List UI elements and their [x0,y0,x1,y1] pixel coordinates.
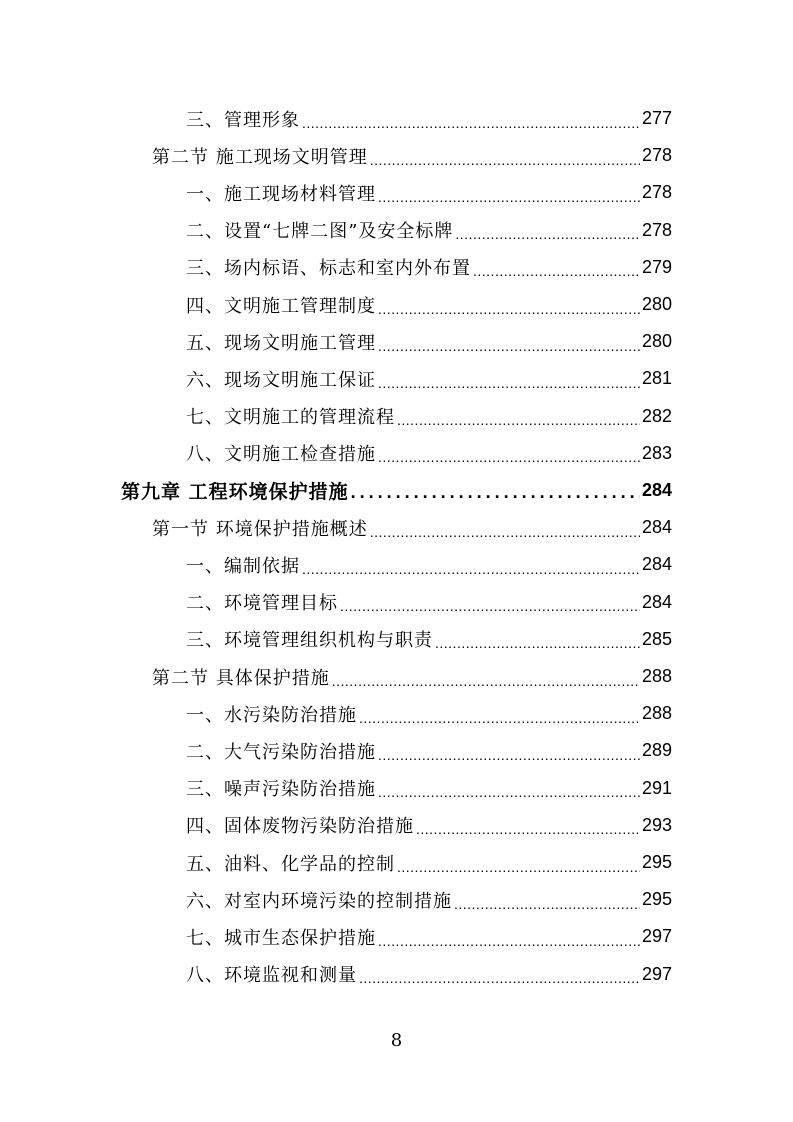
toc-entry-page: 288 [641,666,672,686]
toc-leader-dots [397,859,640,875]
toc-entry-label: 六、对室内环境污染的控制措施 [186,890,452,912]
toc-item-entry[interactable] [186,621,672,658]
toc-leader-dots [370,524,640,540]
toc-section-entry[interactable] [152,658,672,695]
toc-entry-label: 二、大气污染防治措施 [186,741,376,763]
toc-entry-label: 第九章 工程环境保护措施 [121,481,349,503]
toc-item-entry[interactable] [186,323,672,360]
toc-leader-dots [473,263,640,279]
toc-leader-dots [378,784,640,800]
toc-entry-page: 278 [641,182,672,203]
toc-entry-page: 278 [641,145,672,166]
toc-entry-page: 297 [641,963,672,984]
toc-leader-dots [302,561,640,577]
toc-entry-page: 284 [641,554,672,575]
toc-entry-label: 第二节 具体保护措施 [152,667,330,689]
toc-entry-page: 293 [641,814,672,835]
toc-entry-label: 三、管理形象 [186,109,300,131]
toc-item-entry[interactable] [186,360,672,397]
toc-entry-page: 289 [641,740,672,761]
toc-entry-label: 七、文明施工的管理流程 [186,407,395,429]
toc-entry-label: 第一节 环境保护措施概述 [152,518,368,540]
toc-leader-dots [332,673,640,689]
toc-entry-label: 一、施工现场材料管理 [186,183,376,205]
toc-entry-page: 284 [641,591,672,612]
toc-entry-page: 285 [641,628,672,649]
toc-entry-label: 四、固体废物污染防治措施 [186,816,414,838]
toc-item-entry[interactable] [186,844,672,881]
toc-entry-label: 一、编制依据 [186,555,300,577]
toc-leader-dots [455,226,640,242]
toc-leader-dots [397,412,640,428]
toc-entry-label: 四、文明施工管理制度 [186,295,376,317]
toc-entry-page: 279 [641,256,672,277]
toc-leader-dots [378,375,640,391]
toc-entry-page: 297 [641,926,672,947]
toc-leader-dots [378,338,640,354]
toc-item-entry[interactable] [186,584,672,621]
toc-entry-page: 280 [641,331,672,352]
toc-item-entry[interactable] [186,174,672,211]
toc-item-entry[interactable] [186,546,672,583]
toc-item-entry[interactable] [186,956,672,993]
toc-item-entry[interactable] [186,695,672,732]
toc-entry-page: 284 [641,480,672,500]
toc-entry-label: 六、现场文明施工保证 [186,369,376,391]
toc-item-entry[interactable] [186,732,672,769]
toc-entry-page: 295 [641,889,672,910]
toc-entry-page: 283 [641,442,672,463]
toc-section-entry[interactable] [152,137,672,174]
toc-item-entry[interactable] [186,212,672,249]
toc-entry-label: 三、场内标语、标志和室内外布置 [186,258,471,280]
toc-item-entry[interactable] [186,286,672,323]
toc-item-entry[interactable] [186,881,672,918]
toc-entry-page: 295 [641,852,672,872]
toc-item-entry[interactable] [186,249,672,286]
toc-entry-label: 一、水污染防治措施 [186,704,357,726]
toc-entry-page: 280 [641,294,672,314]
toc-entry-label: 三、环境管理组织机构与职责 [186,630,433,652]
toc-item-entry[interactable] [186,918,672,955]
toc-leader-dots [359,970,640,986]
toc-item-entry[interactable] [186,435,672,472]
page-number: 8 [390,1030,403,1051]
toc-entry-label: 第二节 施工现场文明管理 [152,146,368,168]
toc-leader-dots [340,598,640,614]
toc-leader-dots [454,896,640,912]
toc-leader-dots [378,301,640,317]
toc-entry-page: 277 [641,108,672,128]
toc-entry-page: 291 [641,777,672,798]
toc-section-entry[interactable] [152,509,672,546]
toc-leader-dots [378,747,640,763]
toc-entry-page: 284 [641,517,672,538]
toc-entry-label: 八、环境监视和测量 [186,965,357,987]
toc-leader-dots [378,449,640,465]
toc-leader-dots [359,710,640,726]
toc-entry-page: 288 [641,703,672,724]
toc-entry-label: 五、油料、化学品的控制 [186,853,395,875]
toc-leader-dots [302,115,640,131]
toc-leader-dots [378,933,640,949]
toc-entry-label: 三、噪声污染防治措施 [186,779,376,801]
toc-item-entry[interactable] [186,398,672,435]
toc-entry-label: 五、现场文明施工管理 [186,332,376,354]
toc-leader-dots [378,189,640,205]
toc-chapter-entry[interactable] [121,472,672,509]
toc-entry-page: 282 [641,405,672,426]
toc-entry-label: 二、环境管理目标 [186,593,338,615]
toc-entry-label: 八、文明施工检查措施 [186,444,376,466]
toc-entry-page: 281 [641,368,672,389]
toc-entry-page: 278 [641,219,672,240]
toc-entry-label: 二、设置“七牌二图”及安全标牌 [186,221,454,243]
toc-leader-dots [370,152,640,168]
toc-item-entry[interactable] [186,770,672,807]
toc-item-entry[interactable] [186,807,672,844]
toc-leader-dots [435,635,640,651]
toc-leader-dots [351,482,640,503]
toc-leader-dots [416,821,640,837]
toc-item-entry[interactable] [186,100,672,137]
toc-entry-label: 七、城市生态保护措施 [186,927,376,949]
